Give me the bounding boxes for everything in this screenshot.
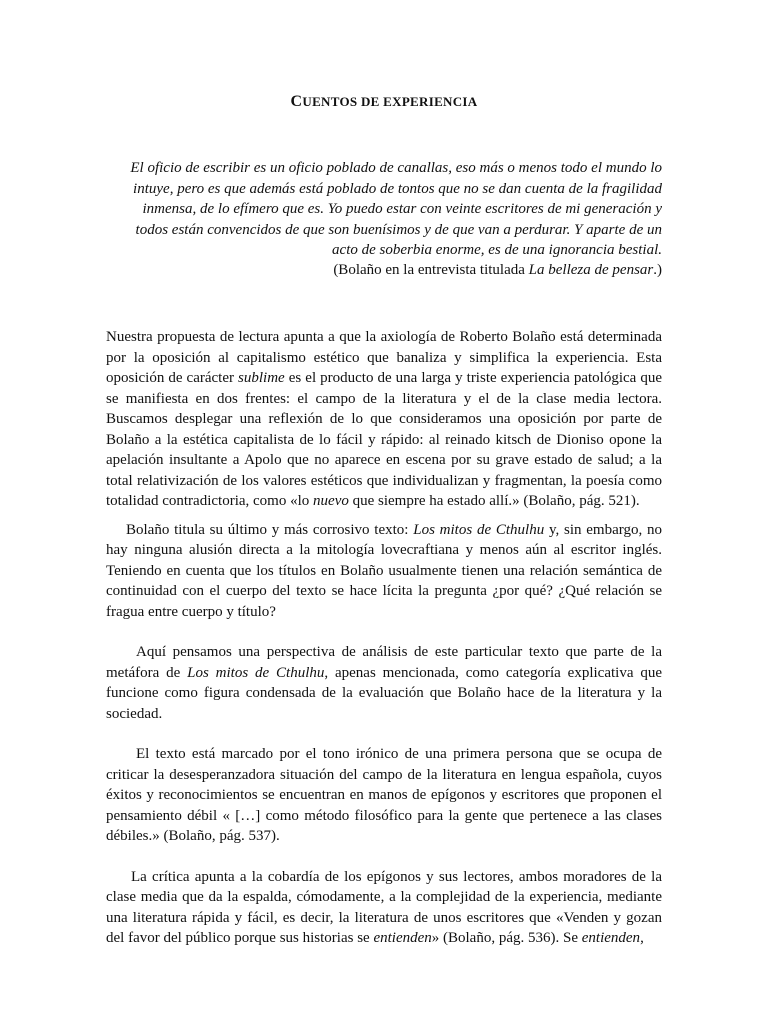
p1-text-c: es el producto de una larga y triste experiencia patológica que se manifiesta en dos frentes: el campo de la literatura y el de la clase media lectora. Buscamos desplegar una reflexión de lo que consideramos una oposición por parte de Bolaño a la estética capitalista de lo fácil y rápido: al reinado kitsch de Dioniso opone la apelación insultante a Apolo que no aparece en escena por su grave estado de salud; a la total relativización de los valores estéticos que individualizan y fragmentan, la poesía como totalidad contradictoria, como «lo (106, 370, 662, 509)
paragraph-4 (106, 744, 662, 847)
p1-italic-nuevo: nuevo (313, 493, 349, 509)
paragraph-3 (106, 642, 662, 724)
p2-italic-title: Los mitos de Cthulhu (413, 521, 545, 538)
attribution-suffix: .) (653, 262, 662, 278)
p3-italic-title: Los mitos de Cthulhu (187, 664, 325, 681)
p3-text-c: , apenas mencionada, como categoría explicativa que funcione como figura condensada de la evaluación que Bolaño hace de la literatura y la sociedad. (106, 664, 662, 722)
attribution-interview-title: La belleza de pensar (528, 262, 654, 278)
p1-italic-sublime: sublime (238, 370, 285, 386)
p1-text-a: Nuestra propuesta de lectura apunta a que la axiología de Roberto Bolaño está determinada por la oposición al capitalismo estético que banaliza y simplifica la experiencia. Esta oposición de carácter (106, 329, 662, 386)
title-rest: UENTOS DE EXPERIENCIA (302, 94, 478, 109)
paragraph-2 (106, 520, 662, 623)
page-title (0, 93, 768, 111)
attribution-prefix: (Bolaño en la entrevista titulada (333, 262, 529, 278)
paragraph-1 (106, 327, 662, 512)
p5-italic-entienden-2: entienden (581, 930, 641, 946)
epigraph-attribution (0, 260, 662, 280)
p1-text-e: que siempre ha estado allí.» (Bolaño, pág. 521). (348, 493, 640, 509)
p2-text-a: Bolaño titula su último y más corrosivo texto: (126, 521, 414, 538)
p2-text-c: y, sin embargo, no hay ninguna alusión directa a la mitología lovecraftiana y menos aún al escritor inglés. Teniendo en cuenta que los títulos en Bolaño usualmente tienen una relación semántica de continuidad con el cuerpo del texto se hace lícita la pregunta ¿por qué? ¿Qué relación se fragua entre cuerpo y título? (106, 521, 662, 620)
p4-text-a: El texto está marcado por el tono irónico de una primera persona que se ocupa de criticar la desesperanzadora situación del campo de la literatura en lengua española, cuyos éxitos y reconocimientos se encuentran en manos de epígonos y escritores que proponen el pensamiento débil « […] como método filosófico para la gente que pertenece a las clases débiles.» (Bolaño, pág. 537). (106, 746, 662, 844)
p3-text-a: Aquí pensamos una perspectiva de análisis de este particular texto que parte de la metáfora de (106, 644, 662, 681)
epigraph-quote: El oficio de escribir es un oficio poblado de canallas, eso más o menos todo el mundo lo intuye, pero es que además está poblado de tontos que no se dan cuenta de la fragilidad inmensa, de lo efímero que es. Yo puedo estar con veinte escritores de mi generación y todos están convencidos de que son buenísimos y de que van a perdurar. Y aparte de un acto de soberbia enorme, es de una ignorancia bestial. (130, 160, 662, 259)
p5-text-c: » (Bolaño, pág. 536). Se (431, 930, 582, 946)
p5-italic-entienden: entienden (373, 930, 432, 946)
p5-text-a: La crítica apunta a la cobardía de los epígonos y sus lectores, ambos moradores de la clase media que da la espalda, cómodamente, a la complejidad de la experiencia, mediante una literatura rápida y fácil, es decir, la literatura de unos escritores que «Venden y gozan del favor del público porque sus historias se (106, 868, 662, 946)
body-text (106, 327, 662, 949)
p5-text-e: , (640, 930, 644, 946)
paragraph-5 (106, 867, 662, 949)
title-initial: C (290, 93, 303, 110)
